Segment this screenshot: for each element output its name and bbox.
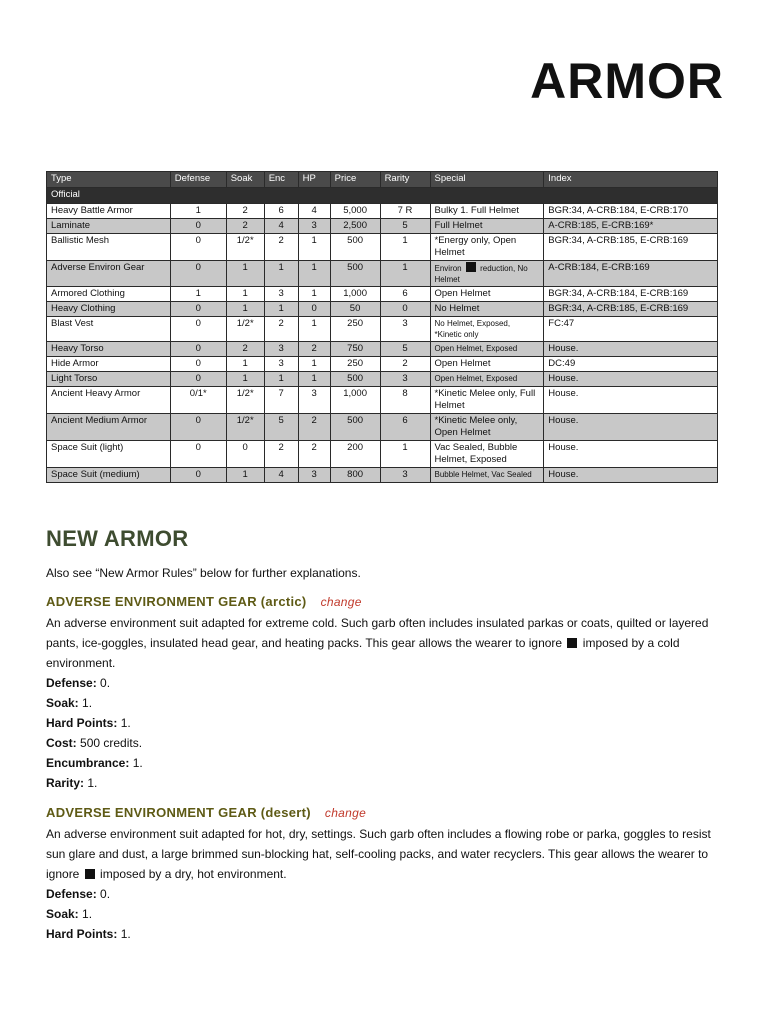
cell-enc: 7 bbox=[264, 387, 298, 414]
table-row bbox=[47, 287, 718, 302]
cell-type: Armored Clothing bbox=[47, 287, 171, 302]
stat-value: 1. bbox=[132, 756, 143, 770]
cell-defense: 0 bbox=[170, 414, 226, 441]
cell-rarity: 3 bbox=[380, 317, 430, 342]
cell-hp: 1 bbox=[298, 261, 330, 287]
cell-soak: 1 bbox=[226, 302, 264, 317]
cell-enc: 4 bbox=[264, 219, 298, 234]
stat-label: Soak: bbox=[46, 907, 79, 921]
cell-enc: 2 bbox=[264, 234, 298, 261]
table-header-row bbox=[47, 172, 718, 188]
cell-price: 50 bbox=[330, 302, 380, 317]
new-armor-heading: NEW ARMOR bbox=[46, 526, 189, 551]
cell-price: 250 bbox=[330, 317, 380, 342]
cell-soak: 2 bbox=[226, 204, 264, 219]
cell-index: House. bbox=[544, 414, 718, 441]
table-row bbox=[47, 357, 718, 372]
stat-soak bbox=[46, 904, 722, 924]
cell-enc: 4 bbox=[264, 468, 298, 483]
cell-type: Blast Vest bbox=[47, 317, 171, 342]
cell-defense: 0 bbox=[170, 357, 226, 372]
table-row bbox=[47, 234, 718, 261]
cell-special: No Helmet, Exposed, *Kinetic only bbox=[430, 317, 544, 342]
cell-soak: 1 bbox=[226, 468, 264, 483]
cell-defense: 0 bbox=[170, 342, 226, 357]
header-enc: Enc bbox=[264, 172, 298, 188]
cell-special: Bubble Helmet, Vac Sealed bbox=[430, 468, 544, 483]
cell-hp: 1 bbox=[298, 357, 330, 372]
desert-desc-a: An adverse environment suit adapted for hot, dry, settings. Such garb often includes a flowing robe or parka, goggles to resist sun glare and dust, a large brimmed sun-blocking hat, self-cooling packs, and water recyclers. This gear allows the wearer to ignore bbox=[46, 827, 711, 881]
table-row bbox=[47, 219, 718, 234]
cell-defense: 1 bbox=[170, 287, 226, 302]
cell-hp: 2 bbox=[298, 414, 330, 441]
stat-label: Defense: bbox=[46, 887, 97, 901]
cell-rarity: 1 bbox=[380, 441, 430, 468]
cell-type: Space Suit (medium) bbox=[47, 468, 171, 483]
stat-defense bbox=[46, 673, 722, 693]
cell-defense: 0 bbox=[170, 372, 226, 387]
cell-index: A-CRB:185, E-CRB:169* bbox=[544, 219, 718, 234]
cell-index: FC:47 bbox=[544, 317, 718, 342]
cell-type: Ballistic Mesh bbox=[47, 234, 171, 261]
cell-price: 200 bbox=[330, 441, 380, 468]
cell-type: Heavy Battle Armor bbox=[47, 204, 171, 219]
cell-hp: 1 bbox=[298, 234, 330, 261]
cell-rarity: 2 bbox=[380, 357, 430, 372]
cell-index: A-CRB:184, E-CRB:169 bbox=[544, 261, 718, 287]
spacer bbox=[46, 793, 722, 805]
cell-price: 500 bbox=[330, 372, 380, 387]
stat-value: 1. bbox=[82, 907, 93, 921]
cell-soak: 0 bbox=[226, 441, 264, 468]
cell-index: BGR:34, A-CRB:185, E-CRB:169 bbox=[544, 302, 718, 317]
setback-die-icon bbox=[567, 638, 577, 648]
cell-special: Bulky 1. Full Helmet bbox=[430, 204, 544, 219]
cell-hp: 2 bbox=[298, 342, 330, 357]
cell-special: *Energy only, Open Helmet bbox=[430, 234, 544, 261]
cell-type: Hide Armor bbox=[47, 357, 171, 372]
armor-table bbox=[46, 171, 718, 483]
cell-special: *Kinetic Melee only, Open Helmet bbox=[430, 414, 544, 441]
cell-rarity: 0 bbox=[380, 302, 430, 317]
cell-rarity: 5 bbox=[380, 342, 430, 357]
arctic-gear-title: ADVERSE ENVIRONMENT GEAR (arctic) bbox=[46, 594, 307, 609]
stat-defense bbox=[46, 884, 722, 904]
stat-label: Hard Points: bbox=[46, 927, 118, 941]
stat-value: 0. bbox=[100, 676, 111, 690]
cell-soak: 1/2* bbox=[226, 317, 264, 342]
cell-enc: 1 bbox=[264, 302, 298, 317]
cell-index: House. bbox=[544, 372, 718, 387]
cell-hp: 1 bbox=[298, 317, 330, 342]
table-row bbox=[47, 342, 718, 357]
cell-special: Open Helmet bbox=[430, 287, 544, 302]
cell-defense: 0 bbox=[170, 261, 226, 287]
cell-index: House. bbox=[544, 441, 718, 468]
cell-type: Space Suit (light) bbox=[47, 441, 171, 468]
table-row bbox=[47, 317, 718, 342]
desert-gear-heading bbox=[46, 805, 722, 820]
stat-rarity bbox=[46, 773, 722, 793]
table-row bbox=[47, 204, 718, 219]
cell-hp: 1 bbox=[298, 287, 330, 302]
stat-label: Soak: bbox=[46, 696, 79, 710]
table-row bbox=[47, 387, 718, 414]
cell-enc: 6 bbox=[264, 204, 298, 219]
cell-soak: 2 bbox=[226, 342, 264, 357]
stat-value: 1. bbox=[120, 927, 131, 941]
cell-hp: 3 bbox=[298, 219, 330, 234]
cell-hp: 0 bbox=[298, 302, 330, 317]
cell-soak: 1/2* bbox=[226, 234, 264, 261]
cell-price: 250 bbox=[330, 357, 380, 372]
cell-rarity: 5 bbox=[380, 219, 430, 234]
desert-desc-b: imposed by a dry, hot environment. bbox=[100, 867, 287, 881]
header-hp: HP bbox=[298, 172, 330, 188]
stat-label: Defense: bbox=[46, 676, 97, 690]
cell-index: BGR:34, A-CRB:184, E-CRB:170 bbox=[544, 204, 718, 219]
cell-defense: 1 bbox=[170, 204, 226, 219]
cell-price: 750 bbox=[330, 342, 380, 357]
stat-hard-points bbox=[46, 924, 722, 944]
cell-enc: 1 bbox=[264, 261, 298, 287]
cell-defense: 0 bbox=[170, 317, 226, 342]
arctic-desc-a: An adverse environment suit adapted for extreme cold. Such garb often includes insulated parkas or coats, quilted or layered pants, ice-goggles, insulated head gear, and heating packs. This gear allows the wearer to ignore bbox=[46, 616, 709, 650]
header-rarity: Rarity bbox=[380, 172, 430, 188]
cell-hp: 4 bbox=[298, 204, 330, 219]
cell-type: Heavy Clothing bbox=[47, 302, 171, 317]
arctic-desc-b: imposed by a cold environment. bbox=[46, 636, 680, 670]
stat-label: Encumbrance: bbox=[46, 756, 130, 770]
table-row bbox=[47, 468, 718, 483]
stat-value: 500 credits. bbox=[80, 736, 143, 750]
cell-special bbox=[430, 261, 544, 287]
cell-index: House. bbox=[544, 468, 718, 483]
header-type: Type bbox=[47, 172, 171, 188]
cell-type: Heavy Torso bbox=[47, 342, 171, 357]
header-price: Price bbox=[330, 172, 380, 188]
cell-enc: 3 bbox=[264, 357, 298, 372]
cell-defense: 0 bbox=[170, 219, 226, 234]
table-row bbox=[47, 372, 718, 387]
setback-die-icon bbox=[466, 262, 476, 272]
cell-soak: 1/2* bbox=[226, 414, 264, 441]
cell-type: Light Torso bbox=[47, 372, 171, 387]
cell-hp: 2 bbox=[298, 441, 330, 468]
cell-type: Ancient Medium Armor bbox=[47, 414, 171, 441]
cell-price: 1,000 bbox=[330, 387, 380, 414]
cell-special: Full Helmet bbox=[430, 219, 544, 234]
stat-value: 0. bbox=[100, 887, 111, 901]
setback-die-icon bbox=[85, 869, 95, 879]
arctic-gear-heading bbox=[46, 594, 722, 609]
cell-rarity: 1 bbox=[380, 261, 430, 287]
cell-defense: 0/1* bbox=[170, 387, 226, 414]
cell-soak: 1 bbox=[226, 287, 264, 302]
cell-index: BGR:34, A-CRB:185, E-CRB:169 bbox=[544, 234, 718, 261]
cell-type: Ancient Heavy Armor bbox=[47, 387, 171, 414]
cell-rarity: 7 R bbox=[380, 204, 430, 219]
cell-index: House. bbox=[544, 387, 718, 414]
page-title: ARMOR bbox=[530, 53, 724, 109]
header-soak: Soak bbox=[226, 172, 264, 188]
cell-price: 5,000 bbox=[330, 204, 380, 219]
cell-rarity: 3 bbox=[380, 468, 430, 483]
stat-value: 1. bbox=[82, 696, 93, 710]
cell-defense: 0 bbox=[170, 234, 226, 261]
cell-price: 500 bbox=[330, 414, 380, 441]
stat-value: 1. bbox=[87, 776, 98, 790]
cell-rarity: 6 bbox=[380, 414, 430, 441]
arctic-gear-description bbox=[46, 613, 722, 673]
stat-label: Hard Points: bbox=[46, 716, 118, 730]
cell-index: BGR:34, A-CRB:184, E-CRB:169 bbox=[544, 287, 718, 302]
stat-hard-points bbox=[46, 713, 722, 733]
stat-encumbrance bbox=[46, 753, 722, 773]
cell-price: 1,000 bbox=[330, 287, 380, 302]
table-row bbox=[47, 414, 718, 441]
table-row bbox=[47, 302, 718, 317]
cell-price: 500 bbox=[330, 234, 380, 261]
cell-enc: 2 bbox=[264, 317, 298, 342]
desert-gear-description bbox=[46, 824, 722, 884]
cell-soak: 1 bbox=[226, 372, 264, 387]
cell-soak: 1/2* bbox=[226, 387, 264, 414]
header-special: Special bbox=[430, 172, 544, 188]
cell-enc: 2 bbox=[264, 441, 298, 468]
cell-type: Adverse Environ Gear bbox=[47, 261, 171, 287]
cell-defense: 0 bbox=[170, 468, 226, 483]
cell-special: Open Helmet bbox=[430, 357, 544, 372]
cell-hp: 3 bbox=[298, 387, 330, 414]
stat-label: Cost: bbox=[46, 736, 77, 750]
cell-special: Open Helmet, Exposed bbox=[430, 342, 544, 357]
cell-defense: 0 bbox=[170, 302, 226, 317]
cell-soak: 2 bbox=[226, 219, 264, 234]
cell-rarity: 6 bbox=[380, 287, 430, 302]
cell-special: Open Helmet, Exposed bbox=[430, 372, 544, 387]
section-row bbox=[47, 188, 718, 204]
new-armor-intro: Also see “New Armor Rules” below for further explanations. bbox=[46, 566, 361, 580]
desert-gear-title: ADVERSE ENVIRONMENT GEAR (desert) bbox=[46, 805, 311, 820]
cell-type: Laminate bbox=[47, 219, 171, 234]
stat-label: Rarity: bbox=[46, 776, 85, 790]
cell-index: DC:49 bbox=[544, 357, 718, 372]
cell-rarity: 1 bbox=[380, 234, 430, 261]
header-index: Index bbox=[544, 172, 718, 188]
cell-rarity: 8 bbox=[380, 387, 430, 414]
stat-value: 1. bbox=[120, 716, 131, 730]
new-armor-section bbox=[46, 526, 722, 944]
cell-enc: 1 bbox=[264, 372, 298, 387]
header-defense: Defense bbox=[170, 172, 226, 188]
cell-rarity: 3 bbox=[380, 372, 430, 387]
special-text-b: reduction, No Helmet bbox=[434, 264, 528, 284]
cell-soak: 1 bbox=[226, 261, 264, 287]
cell-enc: 3 bbox=[264, 287, 298, 302]
cell-index: House. bbox=[544, 342, 718, 357]
cell-price: 2,500 bbox=[330, 219, 380, 234]
cell-enc: 5 bbox=[264, 414, 298, 441]
section-label: Official bbox=[47, 188, 718, 204]
cell-hp: 3 bbox=[298, 468, 330, 483]
cell-special: *Kinetic Melee only, Full Helmet bbox=[430, 387, 544, 414]
cell-soak: 1 bbox=[226, 357, 264, 372]
cell-defense: 0 bbox=[170, 441, 226, 468]
cell-enc: 3 bbox=[264, 342, 298, 357]
table-row bbox=[47, 441, 718, 468]
cell-price: 500 bbox=[330, 261, 380, 287]
cell-special: No Helmet bbox=[430, 302, 544, 317]
table-row bbox=[47, 261, 718, 287]
cell-hp: 1 bbox=[298, 372, 330, 387]
cell-special: Vac Sealed, Bubble Helmet, Exposed bbox=[430, 441, 544, 468]
stat-soak bbox=[46, 693, 722, 713]
cell-price: 800 bbox=[330, 468, 380, 483]
special-text-a: Environ bbox=[434, 264, 462, 273]
stat-cost bbox=[46, 733, 722, 753]
change-note: change bbox=[320, 595, 362, 609]
change-note: change bbox=[324, 806, 367, 820]
